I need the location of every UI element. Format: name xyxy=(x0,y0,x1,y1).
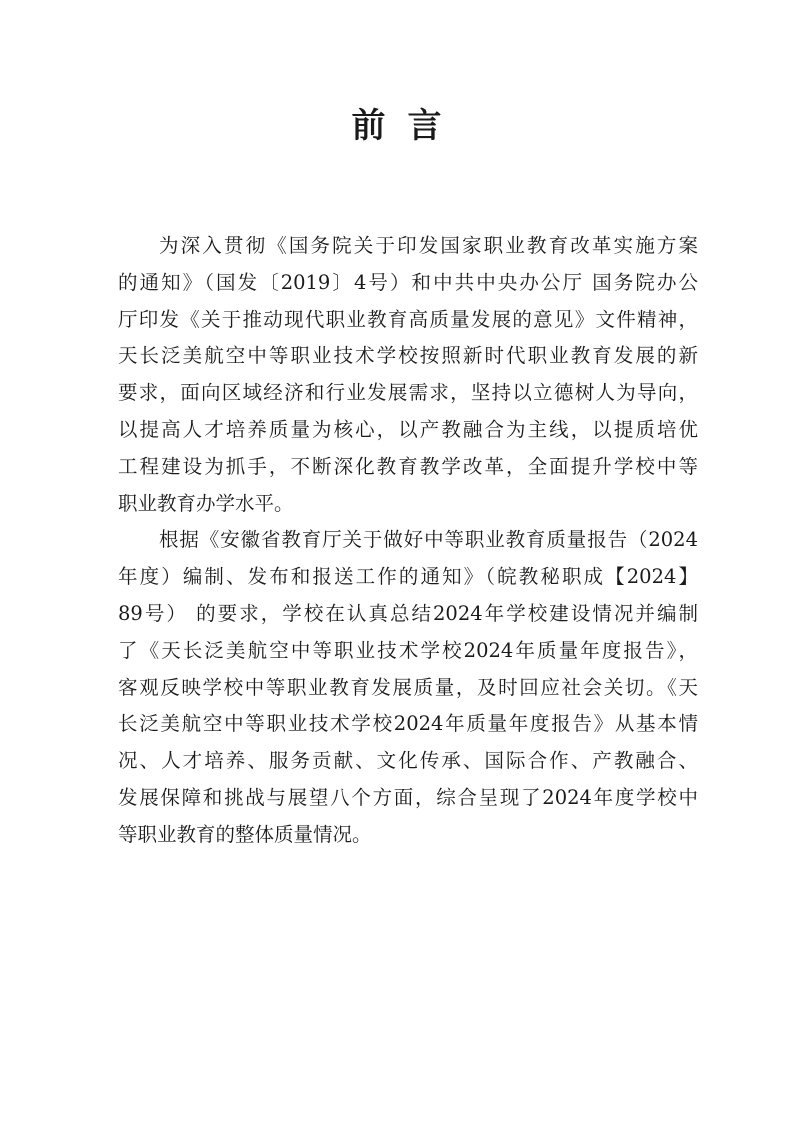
text-line: 的通知》（国发〔2019〕4号）和中共中央办公厅 国务院办公 xyxy=(118,270,698,294)
text-line: 工程建设为抓手，不断深化教育教学改革，全面提升学校中等 xyxy=(118,454,698,478)
text-line: 年度）编制、发布和报送工作的通知》（皖教秘职成【2024】 xyxy=(118,565,698,589)
text-line: 89号） 的要求，学校在认真总结2024年学校建设情况并编制 xyxy=(118,601,698,625)
preface-body xyxy=(118,228,698,854)
page-title: 前言 xyxy=(351,106,464,146)
text-line: 了《天长泛美航空中等职业技术学校2024年质量年度报告》， xyxy=(118,638,698,662)
text-line: 要求，面向区域经济和行业发展需求，坚持以立德树人为导向， xyxy=(118,381,698,405)
text-line: 根据《安徽省教育厅关于做好中等职业教育质量报告（2024 xyxy=(159,528,698,552)
text-line: 况、人才培养、服务贡献、文化传承、国际合作、产教融合、 xyxy=(118,749,698,773)
text-line: 客观反映学校中等职业教育发展质量，及时回应社会关切。《天 xyxy=(118,675,698,699)
paragraph-1 xyxy=(118,228,698,522)
text-line: 天长泛美航空中等职业技术学校按照新时代职业教育发展的新 xyxy=(118,344,698,368)
text-line: 等职业教育的整体质量情况。 xyxy=(118,822,372,846)
text-line: 发展保障和挑战与展望八个方面，综合呈现了2024年度学校中 xyxy=(118,785,698,809)
text-line: 为深入贯彻《国务院关于印发国家职业教育改革实施方案 xyxy=(159,234,698,257)
text-line: 长泛美航空中等职业技术学校2024年质量年度报告》从基本情 xyxy=(118,712,698,736)
text-line: 以提高人才培养质量为核心，以产教融合为主线，以提质培优 xyxy=(118,417,698,441)
text-line: 职业教育办学水平。 xyxy=(118,491,294,515)
text-line: 厅印发《关于推动现代职业教育高质量发展的意见》文件精神， xyxy=(118,307,698,331)
paragraph-2 xyxy=(118,522,698,853)
